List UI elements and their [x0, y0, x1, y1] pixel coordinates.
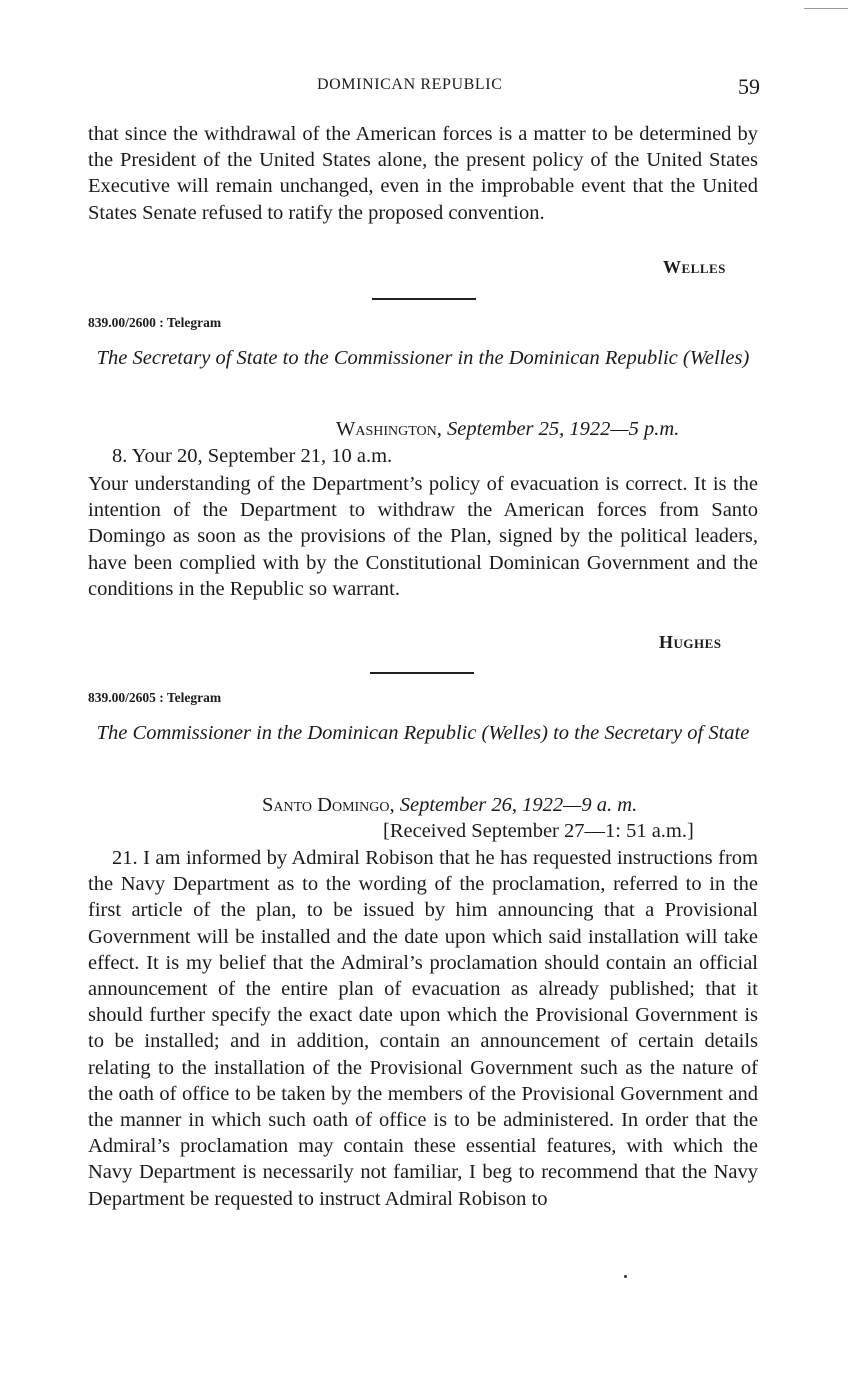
dateline-date: September 26, 1922—9 a. m.: [394, 794, 638, 816]
message-body: 21. I am informed by Admiral Robison that he has requested instructions from the Navy Department as to the wording of the proclamation, referred to in the first article of the plan, to be issued by him announcing that a Provisional Government will be installed and the date upon which said installation will take effect. It is my belief that the Admiral’s proclamation should contain an official announcement of the entire plan of evacuation as already published; that it should further specify the exact date upon which the Provisional Government is to be installed; and in addition, contain an announcement of certain details relating to the installation of the Provisional Government such as the nature of the oath of office to be taken by the members of the Provisional Government and the manner in which such oath of office is to be administered. In order that the Admiral’s proclamation may contain these essential features, with which the Navy Department is necessarily not familiar, I beg to recommend that the Navy Department be requested to instruct Admiral Robison to: [88, 847, 758, 1210]
running-head: DOMINICAN REPUBLIC: [317, 76, 503, 93]
continued-paragraph: that since the withdrawal of the American forces is a matter to be determined by the President of the United States alone, the present policy of the United States Executive will remain unchanged, even in the improbable event that the United States Senate refused to ratify the proposed convention.: [88, 123, 758, 224]
dateline: [262, 794, 637, 817]
document-id: 839.00/2600 : Telegram: [88, 315, 222, 330]
signature-welles: Welles: [663, 257, 726, 277]
signature-hughes: Hughes: [659, 632, 722, 652]
corner-mark: [804, 8, 848, 9]
dateline-date: September 25, 1922—5 p.m.: [441, 418, 680, 440]
document-heading: The Commissioner in the Dominican Republic (Welles) to the Secretary of State: [96, 722, 750, 744]
section-divider: [372, 298, 476, 300]
message-reference: 8. Your 20, September 21, 10 a.m.: [112, 445, 393, 467]
section-divider: [370, 672, 474, 674]
dateline-place: Washington,: [336, 418, 442, 440]
document-heading: The Secretary of State to the Commissioner in the Dominican Republic (Welles): [96, 347, 750, 369]
page-number: 59: [738, 74, 760, 99]
dateline: [336, 418, 679, 441]
print-speck: [624, 1275, 627, 1278]
message-body: Your understanding of the Department’s policy of evacuation is correct. It is the intention of the Department to withdraw the American forces from Santo Domingo as soon as the provisions of the Plan, signed by the political leaders, have been complied with by the Constitutional Dominican Government and the conditions in the Republic so warrant.: [88, 473, 758, 600]
received-note: [Received September 27—1: 51 a.m.]: [383, 820, 694, 842]
dateline-place: Santo Domingo,: [262, 794, 395, 816]
document-id: 839.00/2605 : Telegram: [88, 690, 222, 705]
